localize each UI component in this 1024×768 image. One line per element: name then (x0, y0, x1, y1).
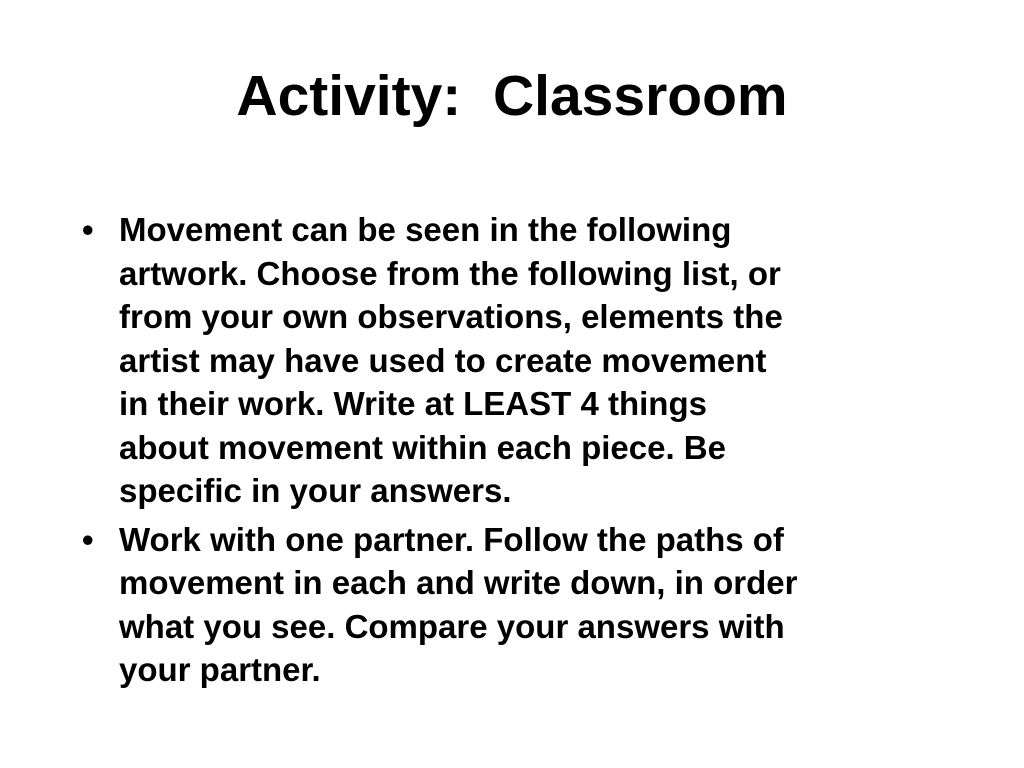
slide-title: Activity: Classroom (236, 64, 788, 128)
bullet-text: Movement can be seen in the following artwork. Choose from the following list, or from your own observations, elements the artist may have used to create movement in their work. Write at LEAST 4 things about movement within each piece. Be specific in your answers. (119, 211, 783, 509)
bullet-item-instructions (82, 208, 962, 513)
bullet-marker: • (82, 211, 94, 248)
bullet-marker: • (82, 520, 94, 558)
bullet-text: Work with one partner. Follow the paths of movement in each and write down, in order what you see. Compare your answers with your partner. (119, 520, 798, 688)
bullet-list (82, 208, 962, 697)
bullet-item-partner (82, 518, 962, 692)
